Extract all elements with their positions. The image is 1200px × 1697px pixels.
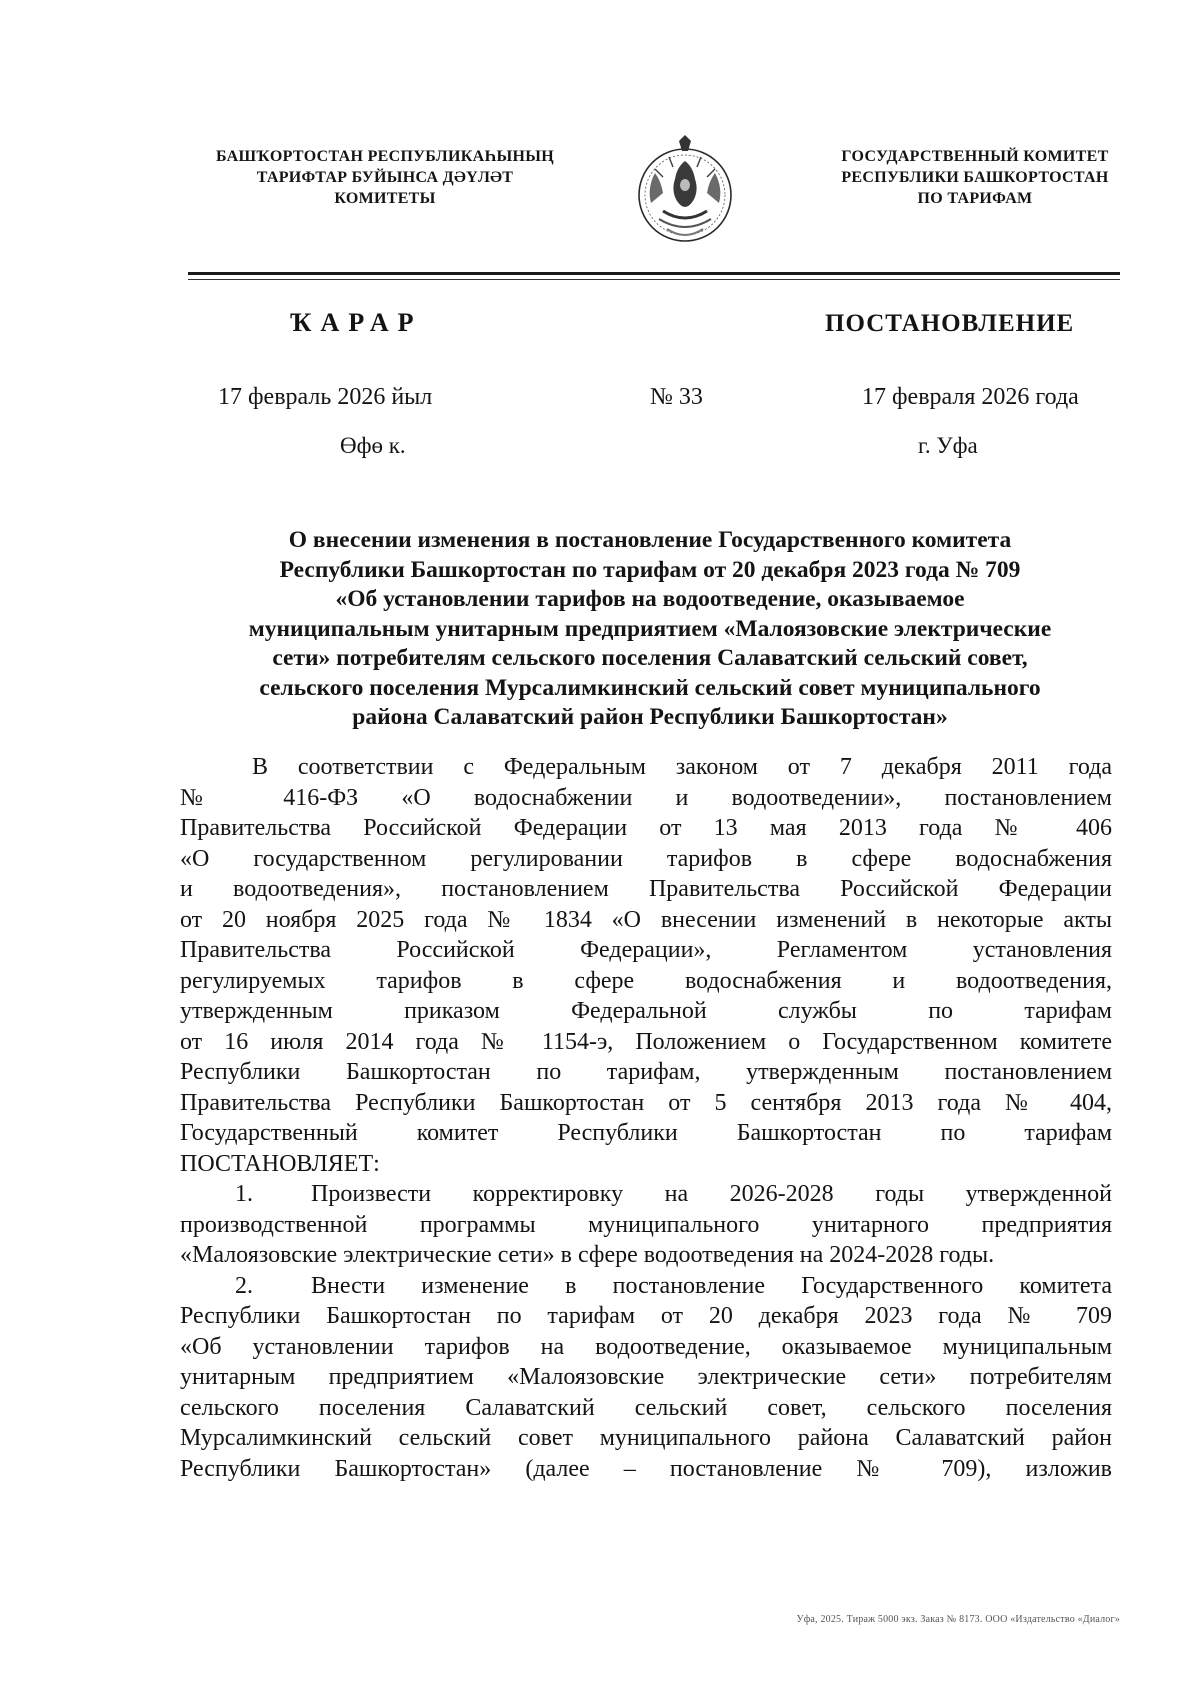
preamble-line: утвержденным приказом Федеральной службы по тарифам (180, 998, 1112, 1024)
coat-of-arms-icon (633, 133, 737, 251)
item-line: сельского поселения Салаватский сельский совет, сельского поселения (180, 1394, 1112, 1421)
preamble-line: Правительства Российской Федерации от 13 мая 2013 года № 406 (180, 815, 1112, 841)
subject-line: сети» потребителям сельского поселения Салаватский сельский совет, (272, 645, 1028, 671)
subject-line: муниципальным унитарным предприятием «Малоязовские электрические (248, 615, 1052, 642)
item-line: Республики Башкортостан» (далее – постановление № 709), изложив (180, 1455, 1112, 1482)
preamble-line: Правительства Республики Башкортостан от 5 сентября 2013 года № 404, (180, 1089, 1112, 1116)
preamble-line: Республики Башкортостан по тарифам, утвержденным постановлением (180, 1059, 1112, 1085)
doc-type-russian: ПОСТАНОВЛЕНИЕ (825, 310, 1075, 337)
item-line: Мурсалимкинский сельский совет муниципального района Салаватский район (180, 1425, 1112, 1451)
header-divider-thick (188, 272, 1120, 275)
doc-type-bashkir: ҠАРАР (290, 308, 423, 337)
header-left-line: БАШҠОРТОСТАН РЕСПУБЛИКАҺЫНЫҢ (215, 148, 555, 165)
subject-line: Республики Башкортостан по тарифам от 20 декабря 2023 года № 709 (279, 556, 1021, 583)
date-russian: 17 февраля 2026 года (862, 384, 1079, 410)
place-bashkir: Өфө к. (340, 433, 406, 458)
preamble-line: ПОСТАНОВЛЯЕТ: (180, 1150, 380, 1177)
header-right-line: ГОСУДАРСТВЕННЫЙ КОМИТЕТ (841, 148, 1109, 165)
header-left-line: КОМИТЕТЫ (334, 190, 436, 207)
print-footer: Уфа, 2025. Тираж 5000 экз. Заказ № 8173. ООО «Издательство «Диалог» (796, 1614, 1120, 1625)
preamble-line: В соответствии с Федеральным законом от 7 декабря 2011 года (252, 754, 1112, 780)
subject-line: О внесении изменения в постановление Государственного комитета (288, 527, 1012, 553)
subject-line: района Салаватский район Республики Башкортостан» (352, 704, 948, 730)
subject-line: сельского поселения Мурсалимкинский сельский совет муниципального (259, 674, 1041, 701)
preamble-line: регулируемых тарифов в сфере водоснабжения и водоотведения, (180, 967, 1112, 994)
header-right-line: РЕСПУБЛИКИ БАШКОРТОСТАН (841, 169, 1109, 186)
item-line: Республики Башкортостан по тарифам от 20 декабря 2023 года № 709 (180, 1303, 1112, 1329)
item-2-first-line (180, 1271, 1112, 1302)
header-russian (765, 146, 1185, 209)
subject-line: «Об установлении тарифов на водоотведение, оказываемое (335, 586, 965, 612)
preamble-line: Государственный комитет Республики Башкортостан по тарифам (180, 1120, 1112, 1146)
item-number: 2. (235, 1272, 253, 1299)
header-right-line: ПО ТАРИФАМ (917, 190, 1033, 207)
preamble-line: Правительства Российской Федерации», Регламентом установления (180, 937, 1112, 963)
document-subject (180, 526, 1120, 733)
item-line: производственной программы муниципального унитарного предприятия (180, 1211, 1112, 1238)
preamble-line: № 416-ФЗ «О водоснабжении и водоотведении», постановлением (180, 784, 1112, 811)
item-text: Внести изменение в постановление Государственного комитета (311, 1272, 1112, 1299)
date-bashkir: 17 февраль 2026 йыл (218, 384, 433, 410)
item-line: «Малоязовские электрические сети» в сфере водоотведения на 2024-2028 годы. (180, 1242, 995, 1268)
place-russian: г. Уфа (918, 433, 978, 458)
document-body (180, 752, 1112, 1484)
preamble-line: от 16 июля 2014 года № 1154-э, Положением о Государственном комитете (180, 1028, 1112, 1055)
item-line: «Об установлении тарифов на водоотведение, оказываемое муниципальным (180, 1333, 1112, 1360)
document-number: № 33 (650, 384, 703, 410)
item-number: 1. (235, 1181, 253, 1207)
preamble-line: от 20 ноября 2025 года № 1834 «О внесении изменений в некоторые акты (180, 906, 1112, 933)
header-divider-thin (188, 279, 1120, 280)
preamble-line: «О государственном регулировании тарифов в сфере водоснабжения (180, 845, 1112, 872)
item-line: унитарным предприятием «Малоязовские электрические сети» потребителям (180, 1364, 1112, 1390)
header-bashkir (175, 146, 595, 209)
header-left-line: ТАРИФТАР БУЙЫНСА ДӘҮЛӘТ (256, 169, 514, 186)
item-1-first-line (180, 1179, 1112, 1210)
item-text: Произвести корректировку на 2026-2028 годы утвержденной (311, 1181, 1112, 1207)
preamble-line: и водоотведения», постановлением Правительства Российской Федерации (180, 876, 1112, 902)
